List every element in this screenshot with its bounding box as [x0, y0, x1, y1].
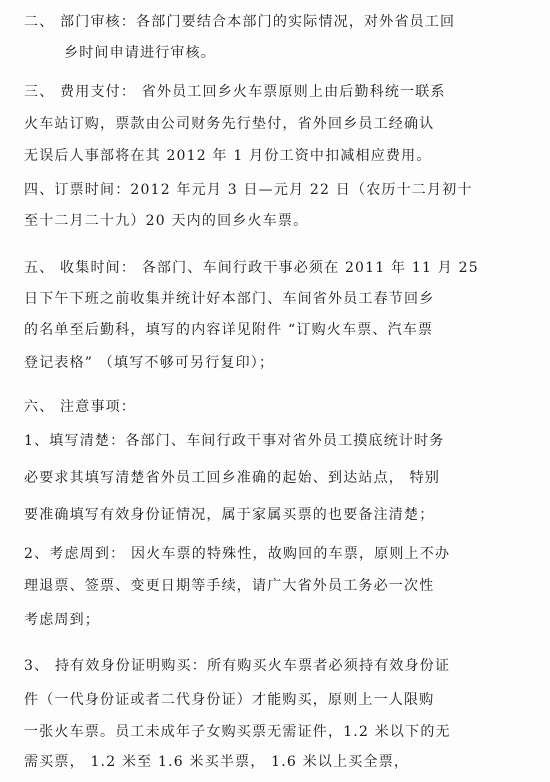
text-line: 无误后人事部将在其 2012 年 1 月份工资中扣减相应费用。	[24, 148, 432, 164]
text-line: 需买票， 1.2 米至 1.6 米买半票， 1.6 米以上买全票，	[24, 754, 410, 770]
text-line: 理退票、签票、变更日期等手续，请广大省外员工务必一次性	[24, 578, 435, 594]
text-line: 必要求其填写清楚省外员工回乡准确的起始、到达站点， 特别	[24, 470, 441, 486]
text-line: 四、订票时间：2012 年元月 3 日—元月 22 日（农历十二月初十	[24, 182, 473, 198]
text-line: 至十二月二十九）20 天内的回乡火车票。	[24, 213, 309, 229]
text-line: 要准确填写有效身份证情况，属于家属买票的也要备注清楚；	[24, 507, 435, 523]
text-line: 三、 费用支付： 省外员工回乡火车票原则上由后勤科统一联系	[24, 84, 446, 100]
text-line: 2、考虑周到： 因火车票的特殊性，故购回的车票，原则上不办	[24, 546, 451, 562]
text-line: 日下午下班之前收集并统计好本部门、车间省外员工春节回乡	[24, 291, 435, 307]
text-line: 五、 收集时间： 各部门、车间行政干事必须在 2011 年 11 月 25	[24, 260, 479, 276]
text-line: 登记表格” （填写不够可另行复印）；	[24, 355, 275, 371]
text-line: 的名单至后勤科，填写的内容详见附件 “订购火车票、汽车票	[24, 322, 434, 338]
text-line: 3、 持有效身份证明购买：所有购买火车票者必须持有效身份证	[24, 658, 451, 674]
text-line: 火车站订购，票款由公司财务先行垫付，省外回乡员工经确认	[24, 116, 435, 132]
text-line: 六、 注意事项：	[24, 399, 137, 415]
text-line: 考虑周到；	[24, 612, 100, 628]
text-line: 一张火车票。员工未成年子女购买票无需证件，1.2 米以下的无	[24, 724, 451, 740]
text-line: 乡时间申请进行审核。	[64, 45, 216, 61]
text-line: 件（一代身份证或者二代身份证）才能购买，原则上一人限购	[24, 692, 435, 708]
text-line: 1、填写清楚：各部门、车间行政干事对省外员工摸底统计时务	[24, 433, 445, 449]
text-line: 二、 部门审核：各部门要结合本部门的实际情况，对外省员工回	[24, 14, 456, 30]
